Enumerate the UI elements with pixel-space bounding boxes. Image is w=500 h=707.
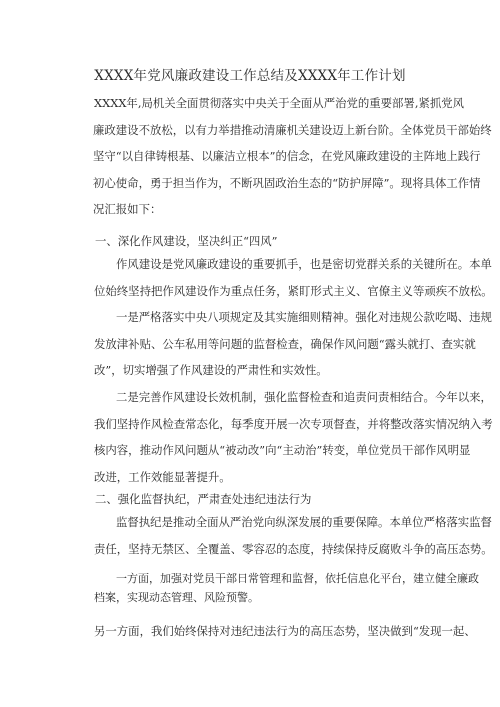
text-line: 档案，实现动态管理、风险预警。 [94,591,259,604]
text-line: 坚守“以自律铸根基、以廉洁立根本”的信念，在党风廉政建设的主阵地上践行 [93,149,481,163]
text-line: 一是严格落实中央八项规定及其实施细则精神。强化对违规公款吃喝、违规 [116,310,492,324]
section1-paragraph-3 [94,384,493,490]
text-line: 发放津补贴、公车私用等问题的监督检查，确保作风问题“露头就打、查实就 [94,336,476,351]
section2-paragraph-2 [94,569,479,607]
text-line: 另一方面，我们始终保持对违纪违法行为的高压态势，坚决做到“发现一起、 [94,624,476,638]
document-title: XXXX年党风廉政建设工作总结及XXXX年工作计划 [94,68,406,84]
section2-paragraph-3 [94,618,476,645]
text-line: 责任，坚持无禁区、全覆盖、零容忍的态度，持续保持反腐败斗争的高压态势。 [94,541,493,556]
text-line: XXXX年,局机关全面贯彻落实中央关于全面从严治党的重要部署,紧抓党风 [94,96,465,110]
text-line: 改”，切实增强了作风建设的严肃性和实效性。 [94,363,328,377]
text-line: 二是完善作风建设长效机制，强化监督检查和追责问责相结合。今年以来， [116,390,492,404]
section1-paragraph-1 [94,251,493,304]
text-line: 监督执纪是推动全面从严治党向纵深发展的重要保障。本单位严格落实监督 [116,515,492,529]
section1-paragraph-2 [94,304,492,384]
text-line: 作风建设是党风廉政建设的重要抓手，也是密切党群关系的关键所在。本单 [116,257,492,271]
text-line: 况汇报如下： [93,202,162,216]
text-line: 改进，工作效能显著提升。 [94,469,231,484]
text-line: 初心使命，勇于担当作为，不断巩固政治生态的“防护屏障”。现将具体工作情 [93,175,481,190]
intro-paragraph [93,90,492,223]
section-heading-2: 二、强化监督执纪，严肃查处违纪违法行为 [95,492,312,506]
section2-paragraph-1 [94,509,493,562]
section-heading-1: 一、深化作风建设，坚决纠正“四风” [95,234,278,248]
text-line: 我们坚持作风检查常态化，每季度开展一次专项督查，并将整改落实情况纳入考 [94,416,493,431]
text-line: 核内容，推动作风问题从“被动改”向“主动治”转变，单位党员干部作风明显 [94,443,471,457]
text-line: 一方面，加强对党员干部日常管理和监督，依托信息化平台，建立健全廉政 [116,572,479,585]
text-line: 廉政建设不放松，以有力举措推动清廉机关建设迈上新台阶。全体党员干部始终 [93,122,492,137]
text-line: 位始终坚持把作风建设作为重点任务，紧盯形式主义、官僚主义等顽疾不放松。 [94,283,493,298]
